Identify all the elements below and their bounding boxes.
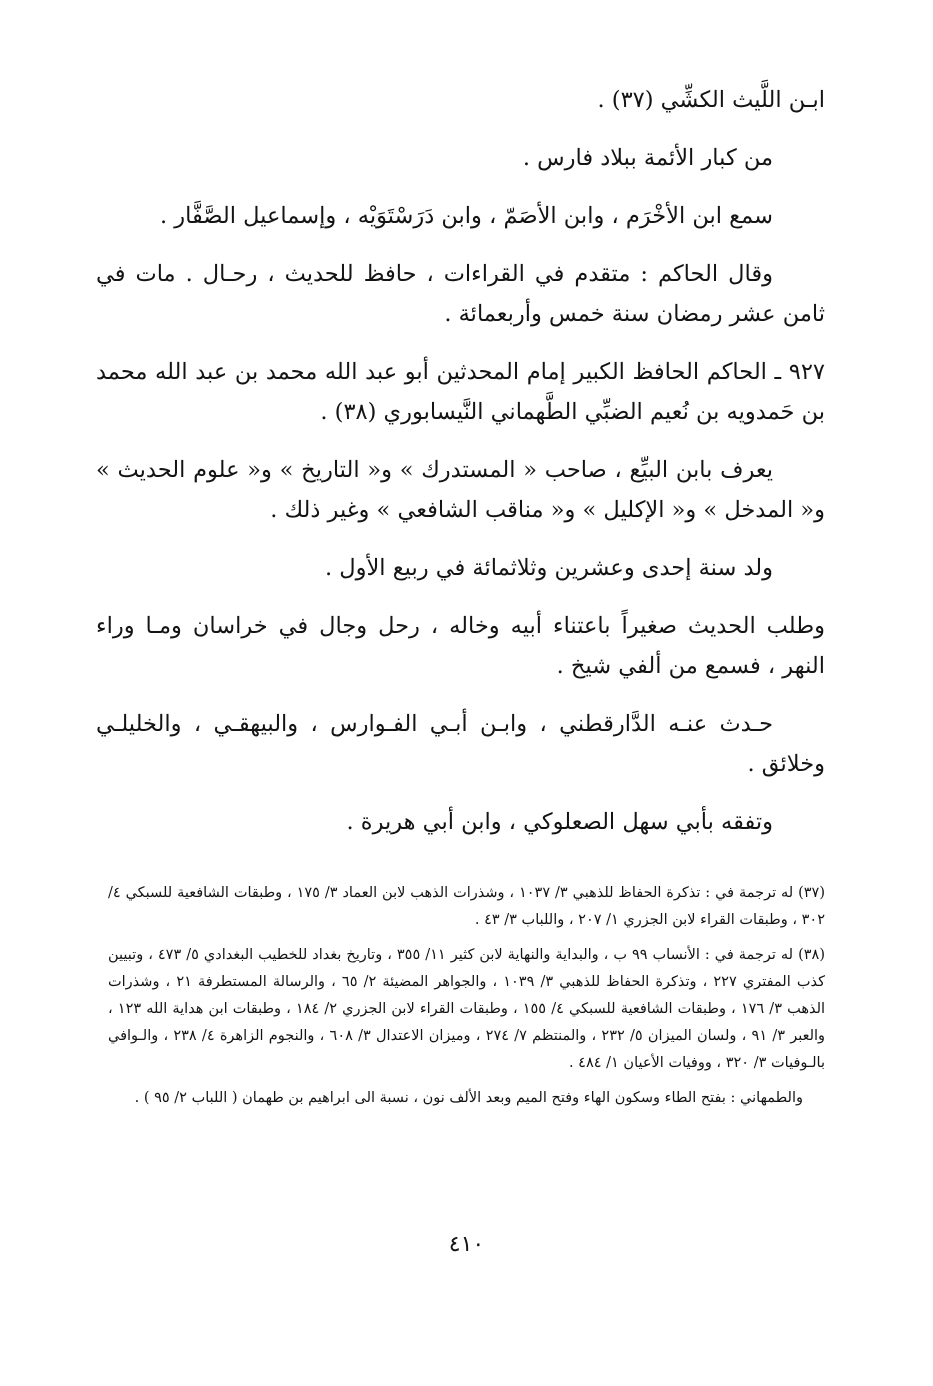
paragraph-9: حـدث عنـه الدَّارقطني ، وابـن أبـي الفـوارس ، والبيهقـي ، والخليلـي وخلائق . xyxy=(96,711,825,777)
footnote-37: (٣٧) له ترجمة في : تذكرة الحفاظ للذهبي ٣/ ١٠٣٧ ، وشذرات الذهب لابن العماد ٣/ ١٧٥ ، وطبقات الشافعية للسبكي ٤/ ٣٠٢ ، وطبقات القراء لابن الجزري ١/ ٢٠٧ ، واللباب ٣/ ٤٣ . xyxy=(108,885,826,928)
footnote-38-continuation: والطمهاني : بفتح الطاء وسكون الهاء وفتح الميم وبعد الألف نون ، نسبة الى ابراهيم بن طهمان ( اللباب ٢/ ٩٥ ) . xyxy=(134,1090,803,1106)
paragraph-8: وطلب الحديث صغيراً باعتناء أبيه وخاله ، رحل وجال في خراسان ومـا وراء النهر ، فسمع من ألفي شيخ . xyxy=(96,613,825,679)
paragraph-2: من كبار الأئمة ببلاد فارس . xyxy=(522,145,773,171)
entry-heading-927: ٩٢٧ ـ الحاكم الحافظ الكبير إمام المحدثين أبو عبد الله محمد بن عبد الله محمد بن حَمدويه بن نُعيم الضبِّي الطَّهماني النَّيسابوري (٣٨) . xyxy=(96,359,825,425)
paragraph-3: سمع ابن الأخْرَم ، وابن الأصَمّ ، وابن دَرَسْتَوَيْه ، وإسماعيل الصَّفَّار . xyxy=(159,203,773,229)
paragraph-6: يعرف بابن البيِّع ، صاحب « المستدرك » و« التاريخ » و« علوم الحديث » و« المدخل » و« الإكليل » و« مناقب الشافعي » وغير ذلك . xyxy=(96,457,825,523)
footnote-38: (٣٨) له ترجمة في : الأنساب ٩٩ ب ، والبداية والنهاية لابن كثير ١١/ ٣٥٥ ، وتاريخ بغداد للخطيب البغدادي ٥/ ٤٧٣ ، وتبيين كذب المفتري ٢٢٧ ، وتذكرة الحفاظ للذهبي ٣/ ١٠٣٩ ، والجواهر المضيئة ٢/ ٦٥ ، والرسالة المستطرفة ٢١ ، وشذرات الذهب ٣/ ١٧٦ ، وطبقات الشافعية للسبكي ٤/ ١٥٥ ، وطبقات القراء لابن الجزري ٢/ ١٨٤ ، وطبقات ابن هداية الله ١٢٣ ، والعبر ٣/ ٩١ ، ولسان الميزان ٥/ ٢٣٢ ، والمنتظم ٧/ ٢٧٤ ، وميزان الاعتدال ٣/ ٦٠٨ ، والنجوم الزاهرة ٤/ ٢٣٨ ، والـوافي بالـوفيات ٣/ ٣٢٠ ، ووفيات الأعيان ١/ ٤٨٤ . xyxy=(108,947,826,1071)
page-number: ٤١٠ xyxy=(448,1232,485,1257)
main-text xyxy=(96,70,825,860)
paragraph-1: ابـن اللَّيث الكشِّي (٣٧) . xyxy=(597,87,825,113)
paragraph-4: وقال الحاكم : متقدم في القراءات ، حافظ للحديث ، رحـال . مات في ثامن عشر رمضان سنة خمس وأربعمائة . xyxy=(96,261,825,327)
paragraph-10: وتفقه بأبي سهل الصعلوكي ، وابن أبي هريرة . xyxy=(346,809,773,835)
footnotes xyxy=(108,880,825,1120)
paragraph-7: ولد سنة إحدى وعشرين وثلاثمائة في ربيع الأول . xyxy=(324,555,773,581)
